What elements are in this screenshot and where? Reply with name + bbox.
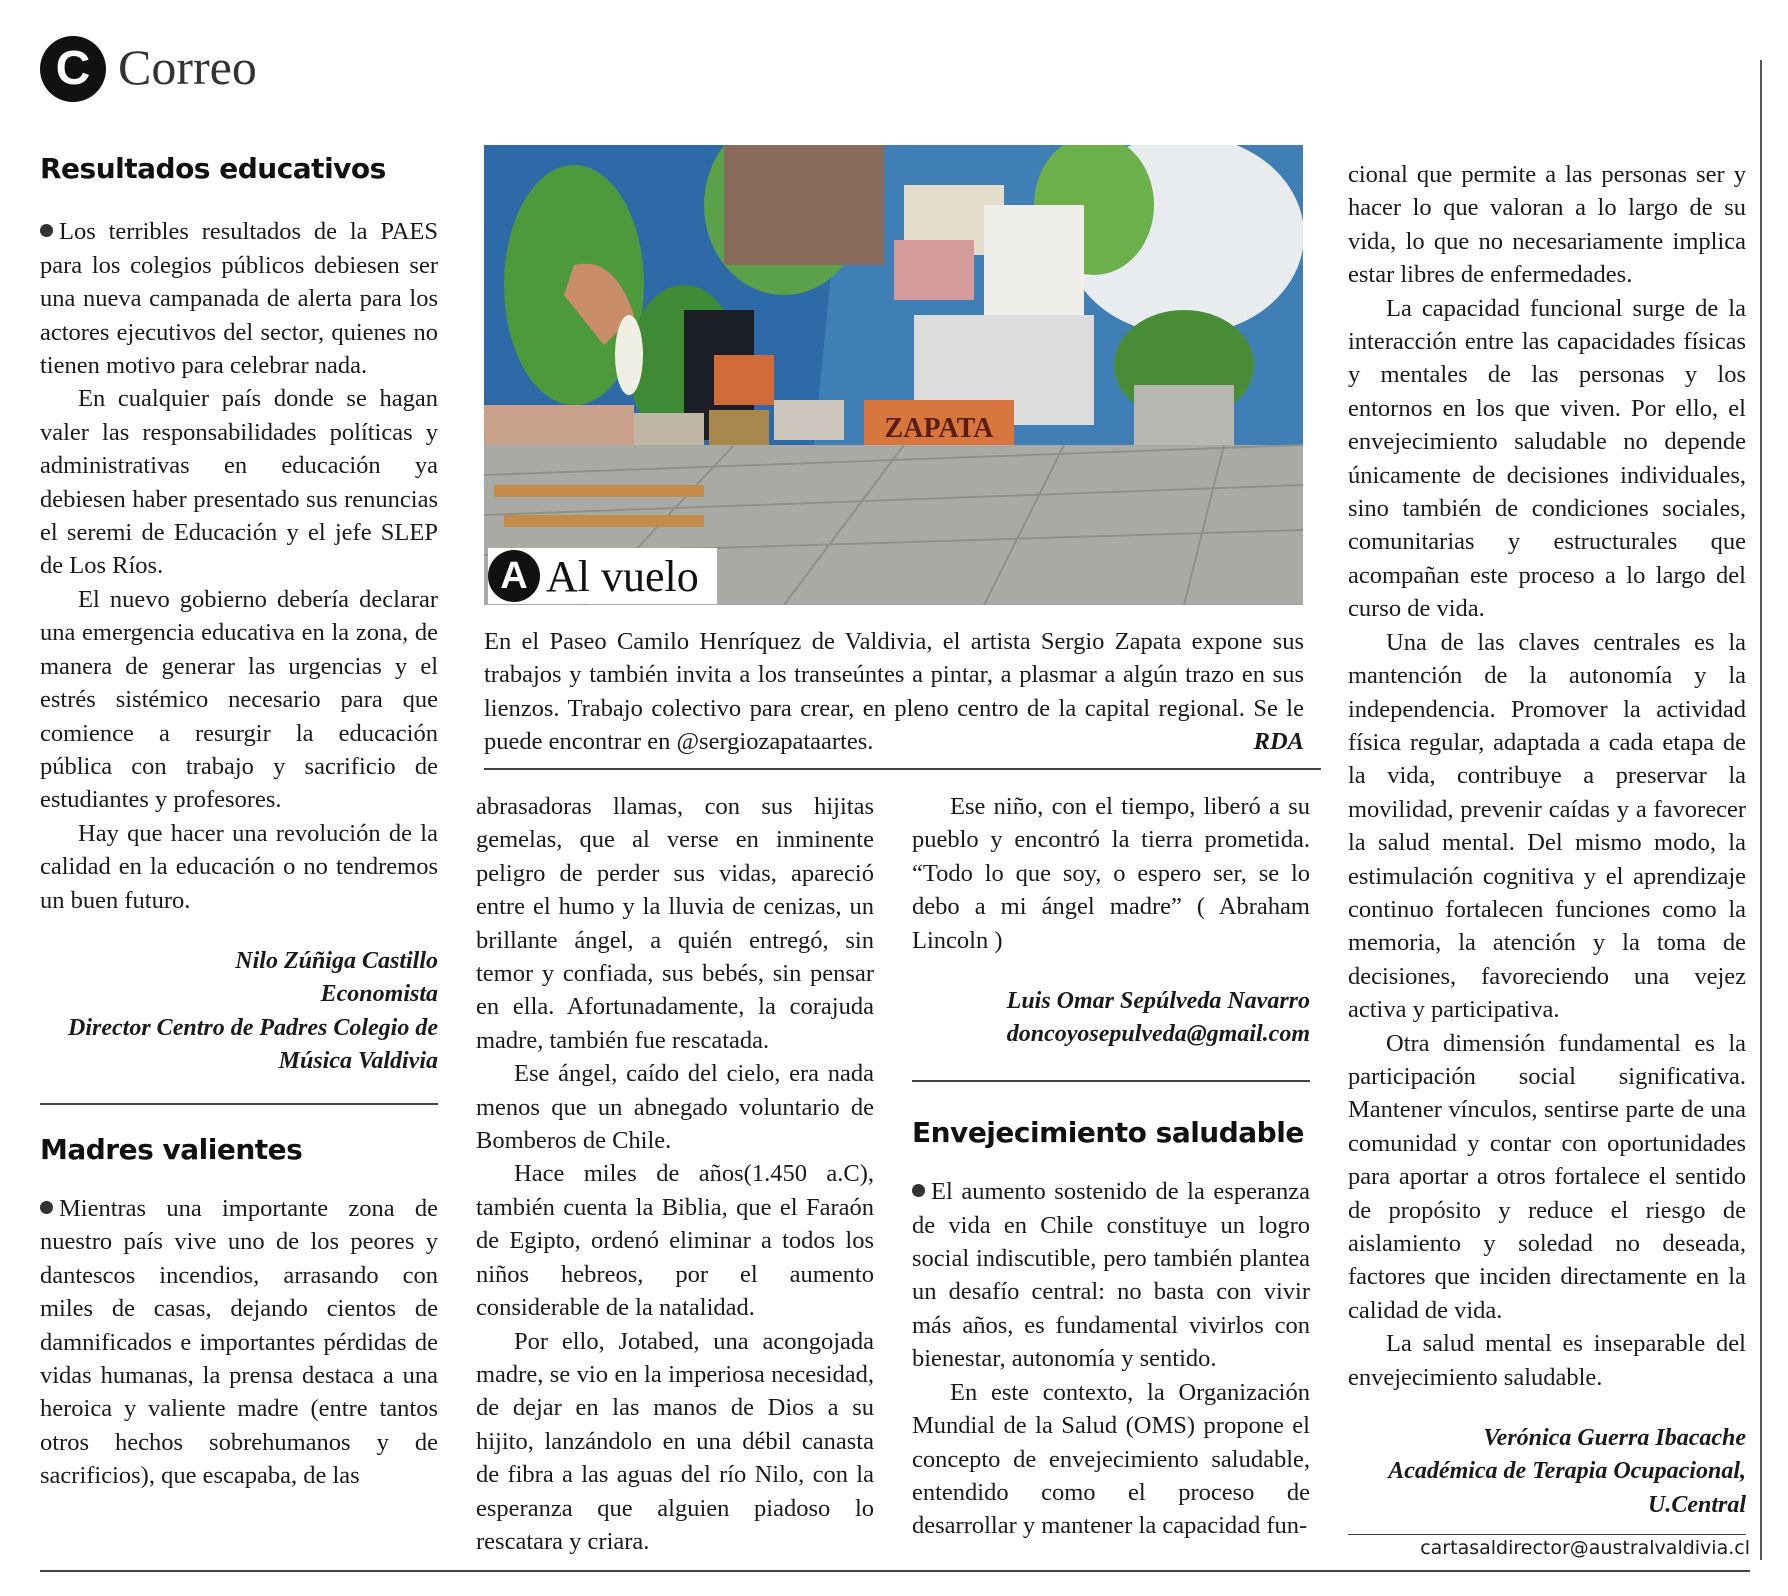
- letter-paragraph: Ese ángel, caído del cielo, era nada menos que un abnegado voluntario de Bomberos de Chile.: [476, 1060, 874, 1155]
- signature-title: Economista: [320, 981, 438, 1008]
- bullet-icon: [912, 1184, 925, 1197]
- column-1: [40, 152, 438, 1493]
- letter-paragraph: Una de las claves centrales es la mantención de la autonomía y la independencia. Promover la actividad física regular, adaptada a cada etapa de la vida, contribuye a preservar la movilidad, prevenir caídas y a favorecer la salud mental. Del mismo modo, la estimulación cognitiva y el aprendizaje continuo fortalecen funciones como la memoria, la atención y la toma de decisiones, favoreciendo una vejez activa y participativa.: [1348, 628, 1746, 1024]
- letter-paragraph: La salud mental es inseparable del envejecimiento saludable.: [1348, 1330, 1746, 1391]
- letter-paragraph: El nuevo gobierno debería declarar una emergencia educativa en la zona, de manera de generar las urgencias y el estrés sistémico necesario para que comience a resurgir la educación pública con trabajo y sacrificio de estudiantes y profesores.: [40, 585, 438, 814]
- letter-paragraph: La capacidad funcional surge de la interacción entre las capacidades físicas y mentales de las personas y los entornos en los que viven. Por ello, el envejecimiento saludable no depende únicamente de decisiones individuales, sino también de condiciones sociales, comunitarias y estructurales que acompañan este proceso a lo largo del curso de vida.: [1348, 294, 1746, 623]
- bullet-icon: [40, 1201, 53, 1214]
- letter-paragraph: En cualquier país donde se hagan valer las responsabilidades políticas y administrativas en educación ya debiesen haber presentado sus renuncias el seremi de Educación y el jefe SLEP de Los Ríos.: [40, 385, 438, 580]
- footer-email-link[interactable]: cartasaldirector@australvaldivia.cl: [1420, 1537, 1750, 1559]
- divider: [484, 768, 1321, 770]
- column-4: [1348, 158, 1746, 1535]
- letter-heading: Madres valientes: [40, 1132, 303, 1166]
- signature-name: Verónica Guerra Ibacache: [1483, 1425, 1746, 1452]
- letter-paragraph: Otra dimensión fundamental es la participación social significativa. Mantener vínculos, sentirse parte de una comunidad y contar con oportunidades para aportar a otros fortalece el sentido de propósito y reduce el riesgo de aislamiento y soledad no deseada, factores que inciden directamente en la calidad de vida.: [1348, 1029, 1746, 1324]
- photo-caption: [484, 625, 1304, 759]
- divider: [40, 1103, 438, 1105]
- divider: [912, 1080, 1310, 1082]
- signature-affiliation: U.Central: [1647, 1491, 1746, 1518]
- letter-heading: Resultados educativos: [40, 152, 386, 185]
- column-2: [476, 790, 874, 1558]
- section-title: Correo: [118, 39, 257, 95]
- signature-affiliation: Música Valdivia: [278, 1048, 438, 1075]
- signature-name: Luis Omar Sepúlveda Navarro: [1006, 988, 1310, 1015]
- badge-letter: A: [488, 550, 540, 602]
- sign-text: ZAPATA: [884, 413, 994, 444]
- photo-credit: RDA: [1253, 728, 1304, 756]
- signature-name: Nilo Zúñiga Castillo: [235, 947, 438, 974]
- letter-paragraph: En este contexto, la Organización Mundial de la Salud (OMS) propone el concepto de envejecimiento saludable, entendido como el proceso de desarrollar y mantener la capacidad fun-: [912, 1378, 1310, 1540]
- divider: [1348, 1534, 1746, 1535]
- letter-paragraph: Ese niño, con el tiempo, liberó a su pueblo y encontró la tierra prometida. “Todo lo que soy, o espero ser, se lo debo a mi ángel madre” ( Abraham Lincoln ): [912, 793, 1310, 954]
- footer-divider: [40, 1570, 1750, 1572]
- section-logo: C: [40, 36, 106, 102]
- signature-affiliation: Director Centro de Padres Colegio de: [68, 1014, 438, 1041]
- badge-title: Al vuelo: [546, 551, 699, 601]
- bullet-icon: [40, 224, 53, 237]
- mural-artwork-image: [484, 145, 1303, 605]
- letter-heading: Envejecimiento saludable: [912, 1115, 1304, 1149]
- letter-paragraph: Mientras una importante zona de nuestro país vive uno de los peores y dantescos incendios, arrasando con miles de casas, dejando cientos de damnificados e importantes pérdidas de vidas humanas, la prensa destaca a una heroica y valiente madre (entre tantos otros hechos sobrehumanos y de sacrificios), que escapaba, de las: [40, 1194, 438, 1490]
- letter-paragraph: abrasadoras llamas, con sus hijitas gemelas, que al verse en inminente peligro de perder sus vidas, apareció entre el humo y la lluvia de cenizas, un brillante ángel, a quién entregó, sin temor y confiada, sus bebés, sin pensar en ella. Afortunadamente, la corajuda madre, también fue rescatada.: [476, 793, 874, 1054]
- signature-title: Académica de Terapia Ocupacional,: [1388, 1458, 1746, 1485]
- caption-text: En el Paseo Camilo Henríquez de Valdivia, el artista Sergio Zapata expone sus trabajos y también invita a los transeúntes a pintar, a plasmar a algún trazo en sus lienzos. Trabajo colectivo para crear, en pleno centro de la capital regional. Se le puede encontrar en @sergiozapataartes.: [484, 628, 1304, 756]
- letter-paragraph: El aumento sostenido de la esperanza de vida en Chile constituye un logro social indiscutible, pero también plantea un desafío central: no basta con vivir más años, es fundamental vivirlos con bienestar, autonomía y sentido.: [912, 1178, 1310, 1373]
- feature-photo: [484, 145, 1303, 605]
- al-vuelo-badge: [488, 548, 717, 604]
- letter-paragraph: Hay que hacer una revolución de la calidad en la educación o no tendremos un buen futuro.: [40, 819, 438, 914]
- letter-paragraph: Los terribles resultados de la PAES para los colegios públicos debiesen ser una nueva campanada de alerta para los actores ejecutivos del sector, quienes no tienen motivo para celebrar nada.: [40, 218, 438, 380]
- right-margin-rule: [1760, 60, 1762, 1560]
- letter-paragraph: Por ello, Jotabed, una acongojada madre, se vio en la imperiosa necesidad, de dejar en las manos de Dios a su hijito, lanzándolo en una débil canasta de fibra a las aguas del río Nilo, con la esperanza que alguien piadoso lo rescatara y criara.: [476, 1327, 874, 1555]
- letter-paragraph: Hace miles de años(1.450 a.C), también cuenta la Biblia, que el Faraón de Egipto, ordenó eliminar a todos los niños hebreos, por el aumento considerable de la natalidad.: [476, 1160, 874, 1322]
- letter-paragraph: cional que permite a las personas ser y hacer lo que valoran a lo largo de su vida, lo que no necesariamente implica estar libres de enfermedades.: [1348, 161, 1746, 289]
- signature-email: doncoyosepulveda@gmail.com: [1006, 1021, 1310, 1048]
- column-3: [912, 790, 1310, 1543]
